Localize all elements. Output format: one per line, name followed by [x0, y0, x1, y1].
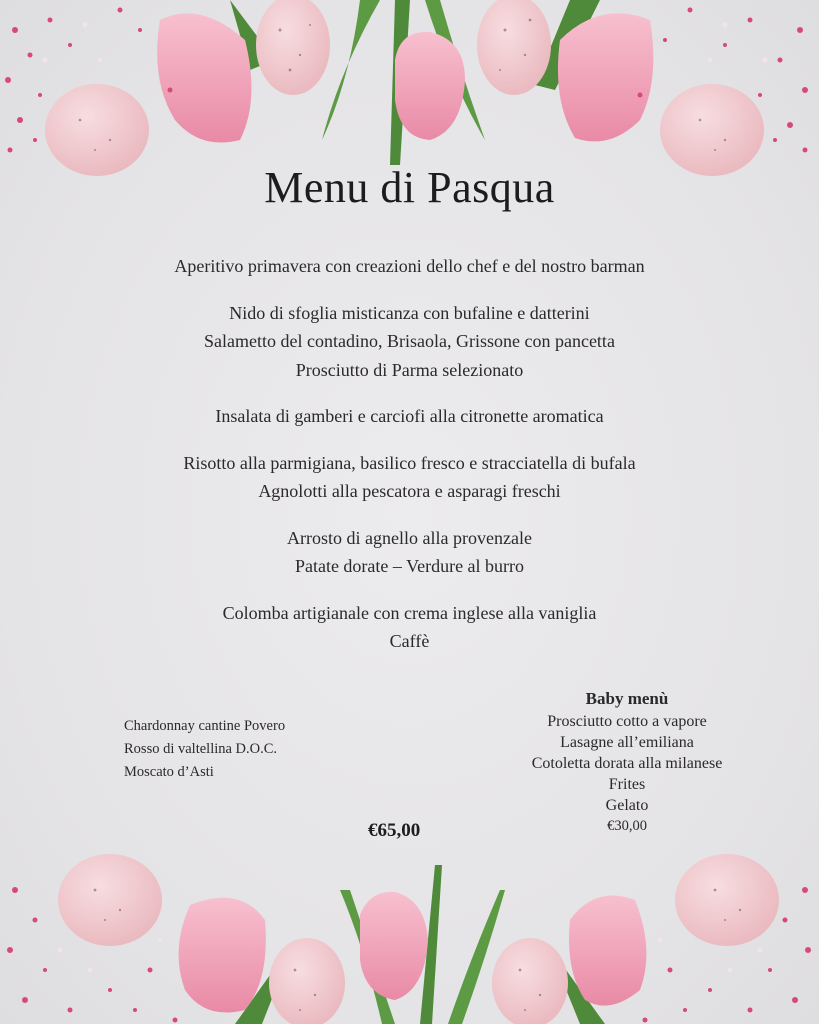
course-line: Patate dorate – Verdure al burro: [294, 556, 525, 576]
course-secondi: [0, 524, 819, 581]
course-insalata: [0, 402, 819, 431]
tulip-flower: [157, 13, 251, 142]
tulip-flower: [569, 896, 646, 1006]
course-line: Risotto alla parmigiana, basilico fresco e stracciatella di bufala: [183, 452, 636, 473]
wine-item: Moscato d’Asti: [124, 764, 214, 780]
course-primi: [0, 449, 819, 506]
wine-item: Chardonnay cantine Povero: [124, 718, 286, 734]
course-antipasti: [0, 299, 819, 385]
tulip-flower: [395, 32, 465, 140]
baby-menu: [497, 688, 757, 837]
bottom-floral-decoration: [0, 850, 819, 1024]
baby-menu-title: Baby menù: [585, 689, 669, 708]
wine-list: [124, 715, 285, 784]
tulip-flower: [360, 892, 428, 1000]
menu-price: €65,00: [368, 820, 421, 841]
tulip-flower: [558, 13, 653, 141]
wine-item: Rosso di valtellina D.O.C.: [124, 741, 278, 757]
courses-list: [0, 252, 819, 674]
tulip-flower: [179, 898, 266, 1013]
baby-menu-item: Lasagne all’emiliana: [560, 734, 694, 751]
course-line: Insalata di gamberi e carciofi alla citronette aromatica: [215, 406, 604, 426]
easter-egg: [492, 938, 568, 1024]
baby-menu-price: €30,00: [607, 818, 647, 834]
course-line: Salametto del contadino, Brisaola, Grissone con pancetta: [204, 331, 615, 351]
easter-egg: [58, 854, 162, 946]
course-line: Agnolotti alla pescatora e asparagi freschi: [258, 481, 561, 501]
menu-title: Menu di Pasqua: [264, 163, 555, 212]
easter-egg: [675, 854, 779, 946]
course-line: Caffè: [389, 631, 430, 651]
course-line: Nido di sfoglia misticanza con bufaline e datterini: [229, 302, 590, 323]
course-aperitivo: [0, 252, 819, 281]
easter-egg: [256, 0, 330, 95]
baby-menu-item: Cotoletta dorata alla milanese: [531, 755, 723, 772]
baby-menu-item: Gelato: [605, 797, 649, 814]
course-line: Aperitivo primavera con creazioni dello chef e del nostro barman: [174, 256, 645, 276]
easter-egg: [269, 938, 345, 1024]
baby-menu-item: Frites: [608, 776, 646, 793]
leaf-shape: [322, 0, 380, 140]
course-line: Arrosto di agnello alla provenzale: [287, 527, 532, 548]
top-floral-decoration: [0, 0, 819, 185]
course-line: Colomba artigianale con crema inglese alla vaniglia: [222, 602, 597, 623]
course-dolce: [0, 599, 819, 656]
baby-menu-item: Prosciutto cotto a vapore: [547, 713, 707, 730]
course-line: Prosciutto di Parma selezionato: [295, 359, 524, 380]
